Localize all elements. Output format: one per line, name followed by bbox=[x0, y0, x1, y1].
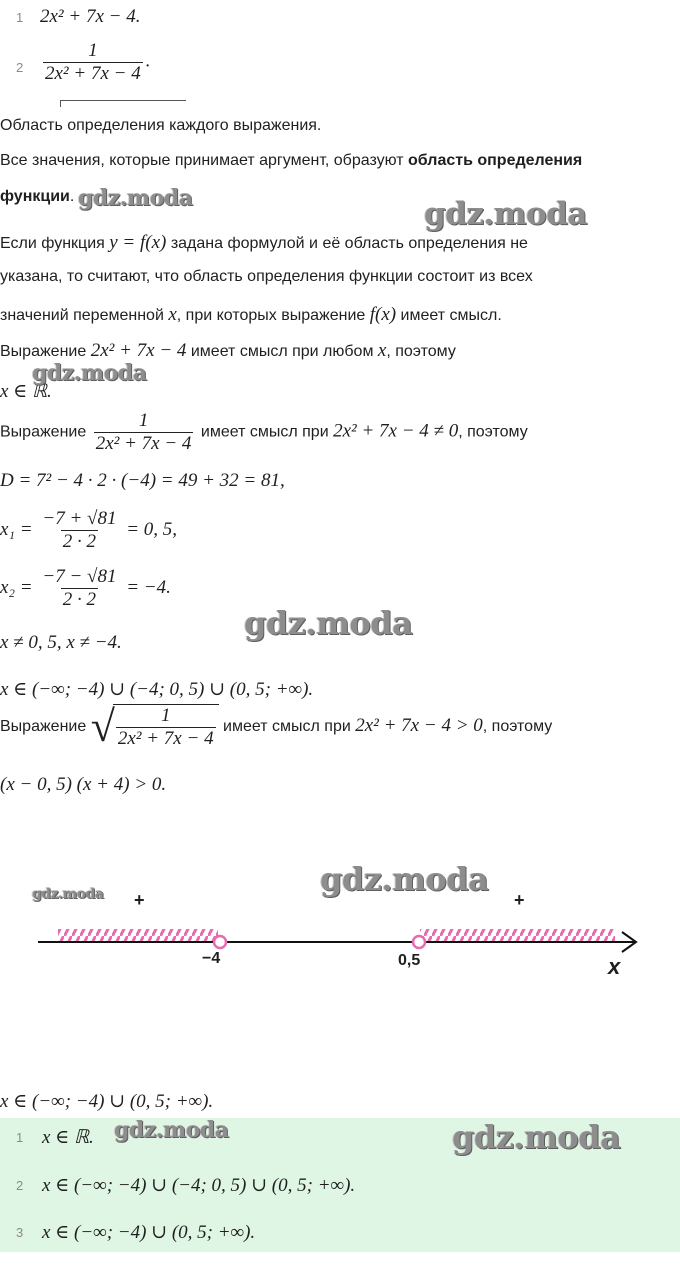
point-left bbox=[214, 936, 226, 948]
sign-plus-right: + bbox=[514, 890, 525, 910]
theory-paragraph: Все значения, которые принимает аргумент, образуют область определения bbox=[0, 152, 583, 169]
watermark: gdz.moda bbox=[452, 1118, 621, 1156]
theory-definition: значений переменной x, при которых выражение f(x) имеет смысл. bbox=[0, 304, 502, 325]
solution-step: Выражение $\frac{1}{\text{2x² + 7x − 4}}$ имеет смысл при 2x² + 7x − 4 ≠ 0, поэтому bbox=[0, 410, 528, 454]
sign-plus-left: + bbox=[134, 890, 145, 910]
cropped-option-edge bbox=[60, 100, 186, 107]
solution-step: Выражение √ $\frac{1}{\text{2x² + 7x − 4}}$ имеет смысл при 2x² + 7x − 4 > 0, поэтому bbox=[0, 702, 553, 751]
root-x2: x₂ = $\frac{-7 - √81}{2 \cdot 2}$ = −4. bbox=[0, 566, 171, 610]
solution-result: x ∈ (−∞; −4) ∪ (0, 5; +∞). bbox=[0, 1091, 214, 1112]
option-number: 2 bbox=[16, 60, 24, 75]
option-fraction: $\frac{1}{\text{2x² + 7x − 4}}$ . bbox=[45, 40, 151, 84]
answer-text: x ∈ (−∞; −4) ∪ (−4; 0, 5) ∪ (0, 5; +∞). bbox=[42, 1175, 356, 1196]
watermark: gdz.moda bbox=[32, 360, 147, 386]
theory-definition: указана, то считают, что область определения функции состоит из всех bbox=[0, 268, 533, 285]
shade-right bbox=[420, 929, 615, 943]
solution-result: x ∈ (−∞; −4) ∪ (−4; 0, 5) ∪ (0, 5; +∞). bbox=[0, 679, 314, 700]
solution-inequality: (x − 0, 5) (x + 4) > 0. bbox=[0, 774, 167, 795]
solution-step: Выражение 2x² + 7x − 4 имеет смысл при любом x, поэтому bbox=[0, 340, 456, 361]
root-x1: x₁ = $\frac{-7 + √81}{2 \cdot 2}$ = 0, 5, bbox=[0, 508, 178, 552]
option-number: 1 bbox=[16, 10, 24, 25]
watermark: gdz.moda bbox=[424, 196, 587, 232]
theory-definition: Если функция y = f(x) задана формулой и её область определения не bbox=[0, 232, 528, 253]
answer-number: 2 bbox=[16, 1178, 24, 1193]
theory-paragraph-cont: функции. bbox=[0, 188, 75, 205]
watermark: gdz.moda bbox=[78, 185, 193, 211]
solution-result: x ∈ ℝ. bbox=[0, 381, 52, 402]
watermark: gdz.moda bbox=[244, 604, 413, 642]
watermark: gdz.moda bbox=[320, 860, 489, 898]
point-label-right: 0,5 bbox=[398, 952, 421, 969]
answer-text: x ∈ (−∞; −4) ∪ (0, 5; +∞). bbox=[42, 1222, 256, 1243]
answer-number: 3 bbox=[16, 1225, 24, 1240]
solution-neq: x ≠ 0, 5, x ≠ −4. bbox=[0, 632, 122, 653]
discriminant: D = 7² − 4 · 2 · (−4) = 49 + 32 = 81, bbox=[0, 470, 285, 491]
fraction-denominator: 2x² + 7x − 4 bbox=[45, 63, 141, 84]
task-text: Область определения каждого выражения. bbox=[0, 117, 322, 134]
shade-left bbox=[58, 929, 218, 943]
watermark: gdz.moda bbox=[114, 1117, 229, 1143]
axis-label: x bbox=[608, 954, 621, 979]
point-label-left: −4 bbox=[202, 950, 221, 967]
number-line bbox=[0, 880, 680, 990]
answer-text: x ∈ ℝ. bbox=[42, 1127, 94, 1148]
point-right bbox=[413, 936, 425, 948]
watermark: gdz.moda bbox=[32, 886, 104, 902]
answer-number: 1 bbox=[16, 1130, 24, 1145]
fraction-numerator: 1 bbox=[88, 40, 98, 61]
option-expression: 2x² + 7x − 4. bbox=[40, 6, 141, 27]
